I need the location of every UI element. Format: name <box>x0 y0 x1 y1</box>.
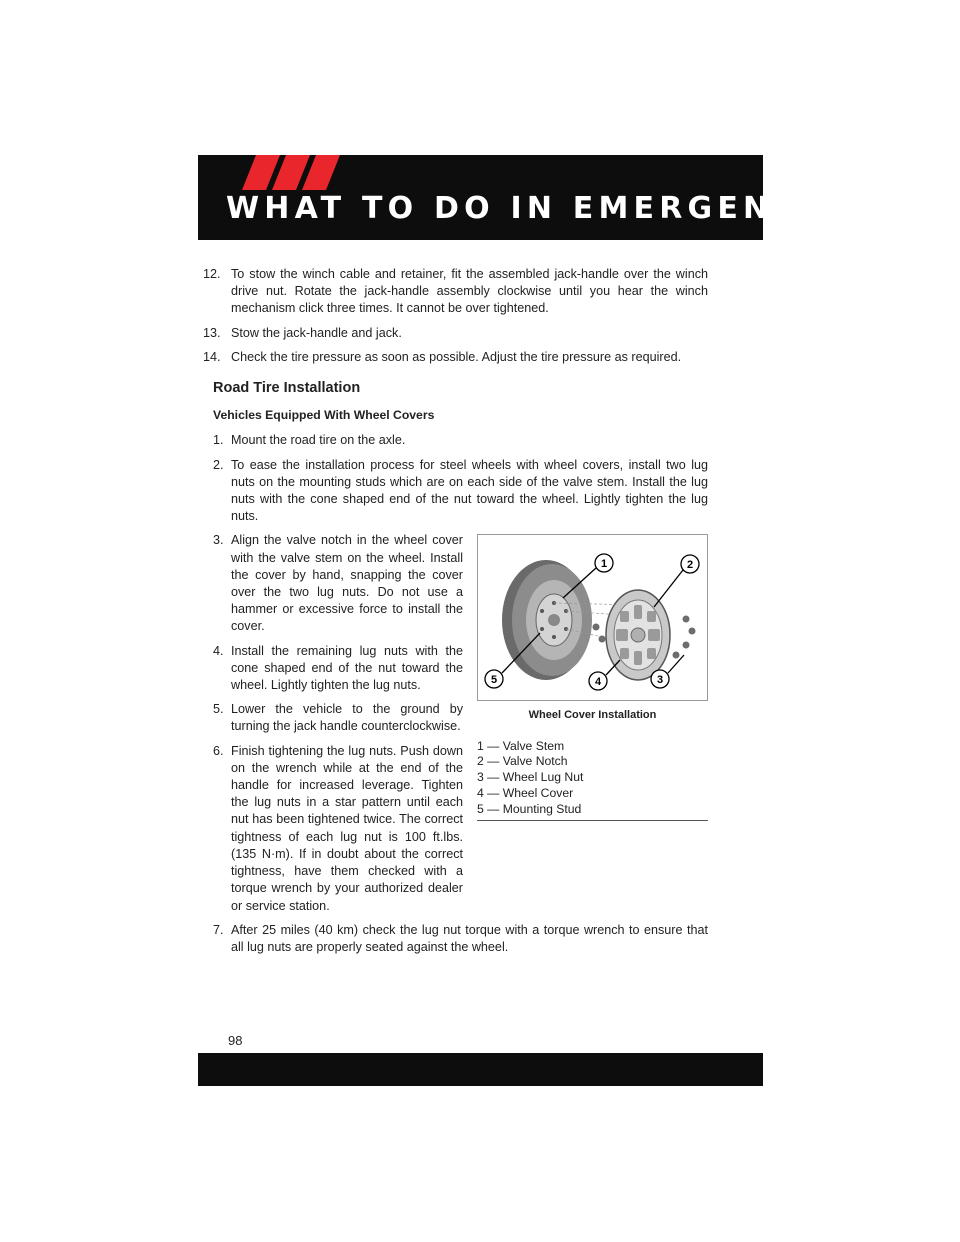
step-text: Lower the vehicle to the ground by turning the jack handle counterclockwise. <box>231 702 463 734</box>
step-number: 13. <box>203 325 221 340</box>
list-item <box>203 325 708 342</box>
callout-5: 5 <box>490 674 498 687</box>
list-item <box>213 457 708 526</box>
legend-item: 3 — Wheel Lug Nut <box>477 770 584 785</box>
legend-item: 2 — Valve Notch <box>477 754 568 769</box>
legend-item: 5 — Mounting Stud <box>477 801 582 816</box>
step-number: 14. <box>203 349 221 364</box>
step-text: Finish tightening the lug nuts. Push down on the wrench while at the end of the handle for increased leverage. Tighten the lug nuts in a star pattern until each nut has been tightened twice. The correct tightness of each lug nut is 100 ft.lbs. (135 N·m). If in doubt about the correct tightness, have them checked with a torque wrench by your authorized dealer or service station. <box>231 743 463 913</box>
page-content <box>203 266 708 963</box>
step-number: 1. <box>213 433 224 448</box>
page-header <box>198 155 870 240</box>
step-text: To ease the installation process for steel wheels with wheel covers, install two lug nuts on the mounting studs which are on each side of the valve stem. Install the lug nuts with the cone shaped end of the nut toward the wheel. Lightly tighten the lug nuts. <box>231 457 708 524</box>
steps-bottom-list <box>213 922 708 956</box>
step-text: Install the remaining lug nuts with the cone shaped end of the nut toward the wheel. Lightly tighten the lug nuts. <box>231 643 463 693</box>
section-title: Road Tire Installation <box>213 380 361 397</box>
list-item <box>213 701 463 735</box>
list-item <box>213 532 463 635</box>
step-number: 12. <box>203 267 221 281</box>
figure <box>477 534 708 820</box>
step-text: To stow the winch cable and retainer, fit the assembled jack-handle over the winch drive nut. Rotate the jack-handle assembly clockwise until you hear the winch mechanism click three times. It cannot be over tightened. <box>231 267 708 316</box>
list-item <box>213 743 463 915</box>
header-title: WHAT TO DO IN EMERGENCIES <box>226 191 870 226</box>
legend-item: 4 — Wheel Cover <box>477 786 574 801</box>
wheel-cover-illustration <box>477 534 708 701</box>
step-number: 5. <box>213 702 224 717</box>
step-text: After 25 miles (40 km) check the lug nut torque with a torque wrench to ensure that all lug nuts are properly seated against the wheel. <box>231 922 708 954</box>
step-text: Stow the jack-handle and jack. <box>231 325 402 340</box>
step-number: 2. <box>213 457 224 472</box>
list-item <box>213 643 463 695</box>
callout-4: 4 <box>594 676 602 689</box>
step-number: 6. <box>213 743 224 758</box>
callout-3: 3 <box>656 674 664 687</box>
subsection-title: Vehicles Equipped With Wheel Covers <box>213 408 435 423</box>
list-item <box>213 432 708 449</box>
step-number: 4. <box>213 643 224 658</box>
legend-item: 1 — Valve Stem <box>477 738 565 753</box>
footer-bar <box>198 1053 763 1086</box>
page-number: 98 <box>228 1033 243 1048</box>
callout-1: 1 <box>600 558 608 571</box>
callout-2: 2 <box>686 559 694 572</box>
step-number: 7. <box>213 922 224 937</box>
list-item <box>203 349 708 366</box>
list-item <box>203 266 708 318</box>
steps-full-list <box>213 432 708 525</box>
steps-top-list <box>203 266 708 366</box>
wheel-diagram-image <box>478 535 707 700</box>
step-text: Align the valve notch in the wheel cover with the valve stem on the wheel. Install the cover by hand, snapping the cover over the two lug nuts. Do not use a hammer or excessive force to install the cover. <box>231 533 463 634</box>
header-stripes <box>198 155 398 190</box>
step-text: Mount the road tire on the axle. <box>231 433 406 448</box>
step-text: Check the tire pressure as soon as possible. Adjust the tire pressure as required. <box>231 349 682 364</box>
list-item <box>213 922 708 956</box>
figure-caption: Wheel Cover Installation <box>528 709 657 722</box>
step-number: 3. <box>213 533 224 548</box>
figure-legend <box>477 739 708 821</box>
